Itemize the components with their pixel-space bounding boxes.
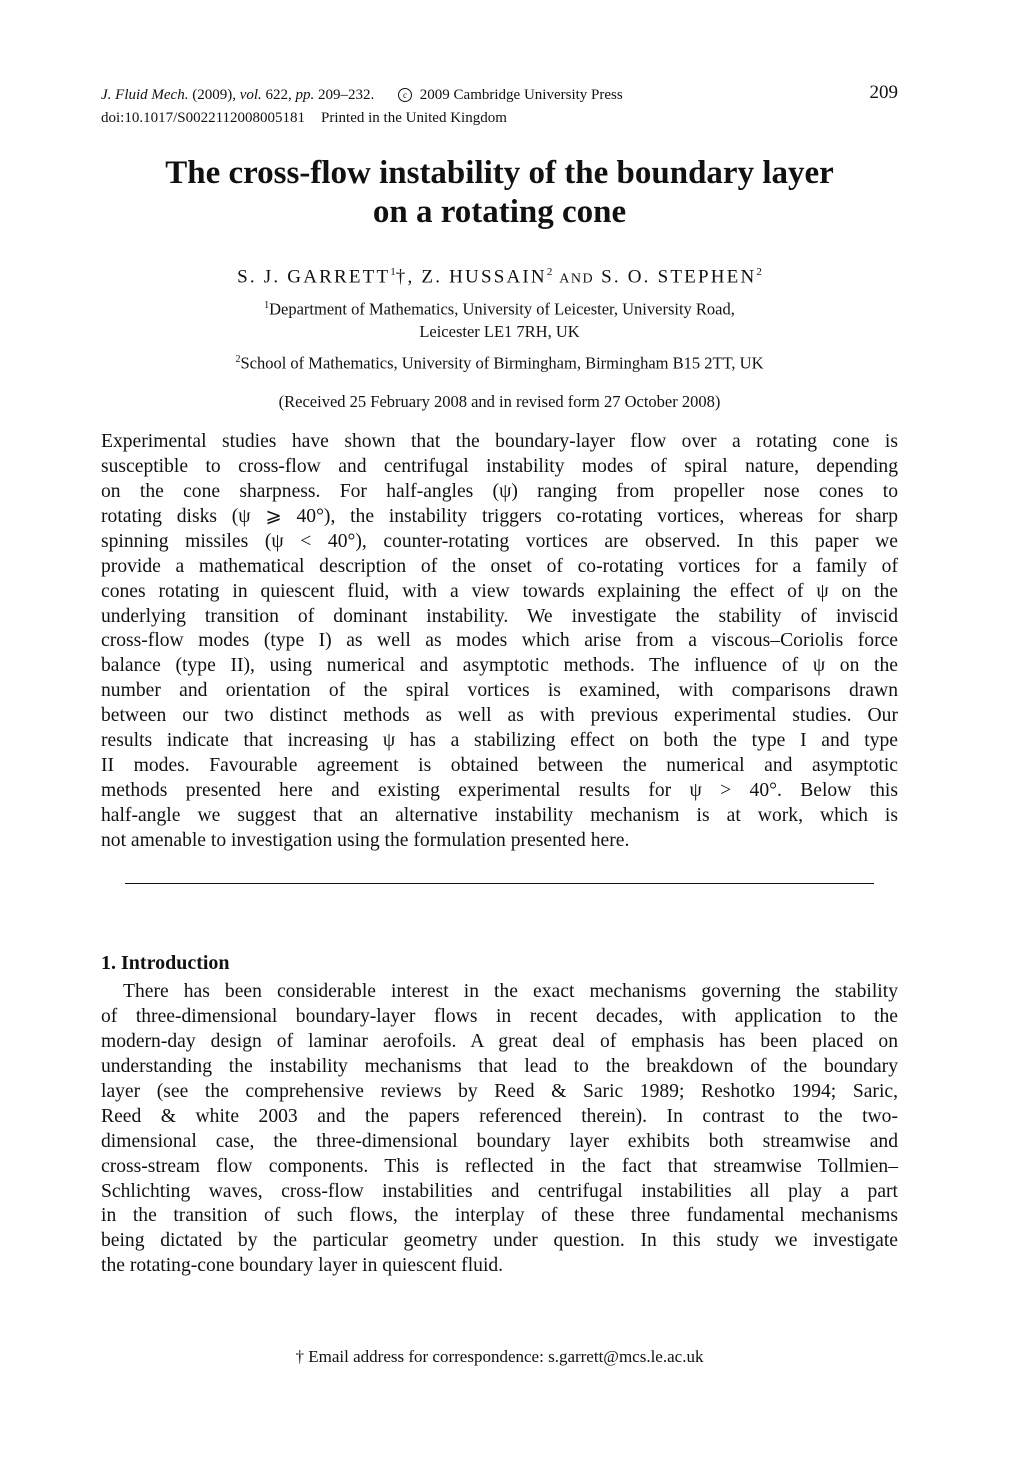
affiliation-1-mark: 1 [264,300,270,312]
pages-label: pp. [295,87,315,103]
abstract-line: susceptible to cross-flow and centrifugal instability modes of spiral nature, depending [101,456,898,478]
body-line: layer (see the comprehensive reviews by Reed & Saric 1989; Reshotko 1994; Saric, [101,1081,898,1103]
running-header [101,78,898,130]
abstract-line: not amenable to investigation using the formulation presented here. [101,829,630,851]
body-line: There has been considerable interest in the exact mechanisms governing the stability [123,981,898,1003]
correspondence-footnote: † Email address for correspondence: s.garrett@mcs.le.ac.uk [295,1347,704,1366]
affiliation-2-text: School of Mathematics, University of Birmingham, Birmingham B15 2TT, UK [240,353,764,373]
abstract-divider [125,883,874,884]
received-dates: (Received 25 February 2008 and in revised form 27 October 2008) [278,392,721,412]
author-list [101,260,898,291]
affiliation-1-line-2: Leicester LE1 7RH, UK [419,321,580,341]
doi: doi:10.1017/S0022112008005181 [101,110,306,126]
affiliation-2 [101,349,898,375]
body-line: being dictated by the particular geometry under question. In this study we investigate [101,1230,898,1252]
abstract-line: cones rotating in quiescent fluid, with a view towards explaining the effect of ψ on the [101,580,898,602]
paper-page [101,78,898,1366]
abstract-line: spinning missiles (ψ < 40°), counter-rotating vortices are observed. In this paper we [101,530,898,552]
title-line-2: on a rotating cone [372,194,627,230]
abstract-line: underlying transition of dominant instability. We investigate the stability of inviscid [101,605,898,627]
author-2: Z. HUSSAIN [421,266,547,288]
body-line: cross-stream flow components. This is reflected in the fact that streamwise Tollmien– [101,1155,898,1177]
author-conjunction: AND [559,271,595,287]
abstract-line: results indicate that increasing ψ has a stabilizing effect on both the type I and type [101,730,898,752]
abstract-line: provide a mathematical description of the onset of co-rotating vortices for a family of [101,555,898,577]
copyright-text: 2009 Cambridge University Press [419,87,623,103]
abstract-line: methods presented here and existing experimental results for ψ > 40°. Below this [101,779,898,801]
author-1-mark: †, [395,266,415,288]
volume-label: vol. [239,87,262,103]
abstract-line: half-angle we suggest that an alternative instability mechanism is at work, which is [101,804,898,826]
abstract-line: rotating disks (ψ ⩾ 40°), the instability triggers co-rotating vortices, whereas for sharp [101,506,898,527]
abstract-line: on the cone sharpness. For half-angles (ψ) ranging from propeller nose cones to [101,481,898,503]
body-line: Reed & white 2003 and the papers referenced therein). In contrast to the two- [101,1105,898,1127]
page-number: 209 [869,82,898,103]
abstract-line: number and orientation of the spiral vortices is examined, with comparisons drawn [101,680,898,702]
doi-line [101,107,507,130]
body-line: in the transition of such flows, the interplay of these three fundamental mechanisms [101,1205,898,1227]
affiliation-1-line-1: Department of Mathematics, University of Leicester, University Road, [269,299,735,319]
author-2-affil: 2 [546,266,553,278]
journal-name: J. Fluid Mech. [101,87,189,103]
body-line: Schlichting waves, cross-flow instabilities and centrifugal instabilities all play a part [101,1180,898,1202]
body-line: understanding the instability mechanisms that lead to the breakdown of the boundary [101,1056,898,1078]
affiliation-1 [101,295,898,343]
abstract-line: cross-flow modes (type I) as well as modes which arise from a viscous–Coriolis force [101,630,898,652]
body-line: modern-day design of laminar aerofoils. A great deal of emphasis has been placed on [101,1031,898,1053]
abstract [101,430,898,853]
abstract-line: balance (type II), using numerical and asymptotic methods. The influence of ψ on the [101,655,898,677]
paper-title [101,154,898,232]
section-heading: 1. Introduction [101,952,230,975]
title-line-1: The cross-flow instability of the boundary layer [165,155,834,191]
introduction-text [101,980,898,1279]
page-range: 209–232. [318,87,375,103]
copyright-icon: c [398,88,412,102]
author-1-affil: 1 [390,266,396,278]
body-line: of three-dimensional boundary-layer flows in recent decades, with application to the [101,1006,898,1028]
author-1: S. J. GARRETT [237,266,391,288]
affiliation-2-mark: 2 [235,353,241,365]
citation-line [101,84,623,107]
journal-year: (2009), [192,87,236,103]
author-3: S. O. STEPHEN [601,266,757,288]
abstract-line: Experimental studies have shown that the boundary-layer flow over a rotating cone is [101,431,898,453]
printed-note: Printed in the United Kingdom [321,110,507,126]
body-line: the rotating-cone boundary layer in quiescent fluid. [101,1255,504,1277]
abstract-line: II modes. Favourable agreement is obtained between the numerical and asymptotic [101,754,898,776]
author-3-affil: 2 [756,266,762,278]
volume-number: 622, [265,87,292,103]
abstract-line: between our two distinct methods as well as with previous experimental studies. Our [101,705,898,727]
body-line: dimensional case, the three-dimensional boundary layer exhibits both streamwise and [101,1130,898,1152]
